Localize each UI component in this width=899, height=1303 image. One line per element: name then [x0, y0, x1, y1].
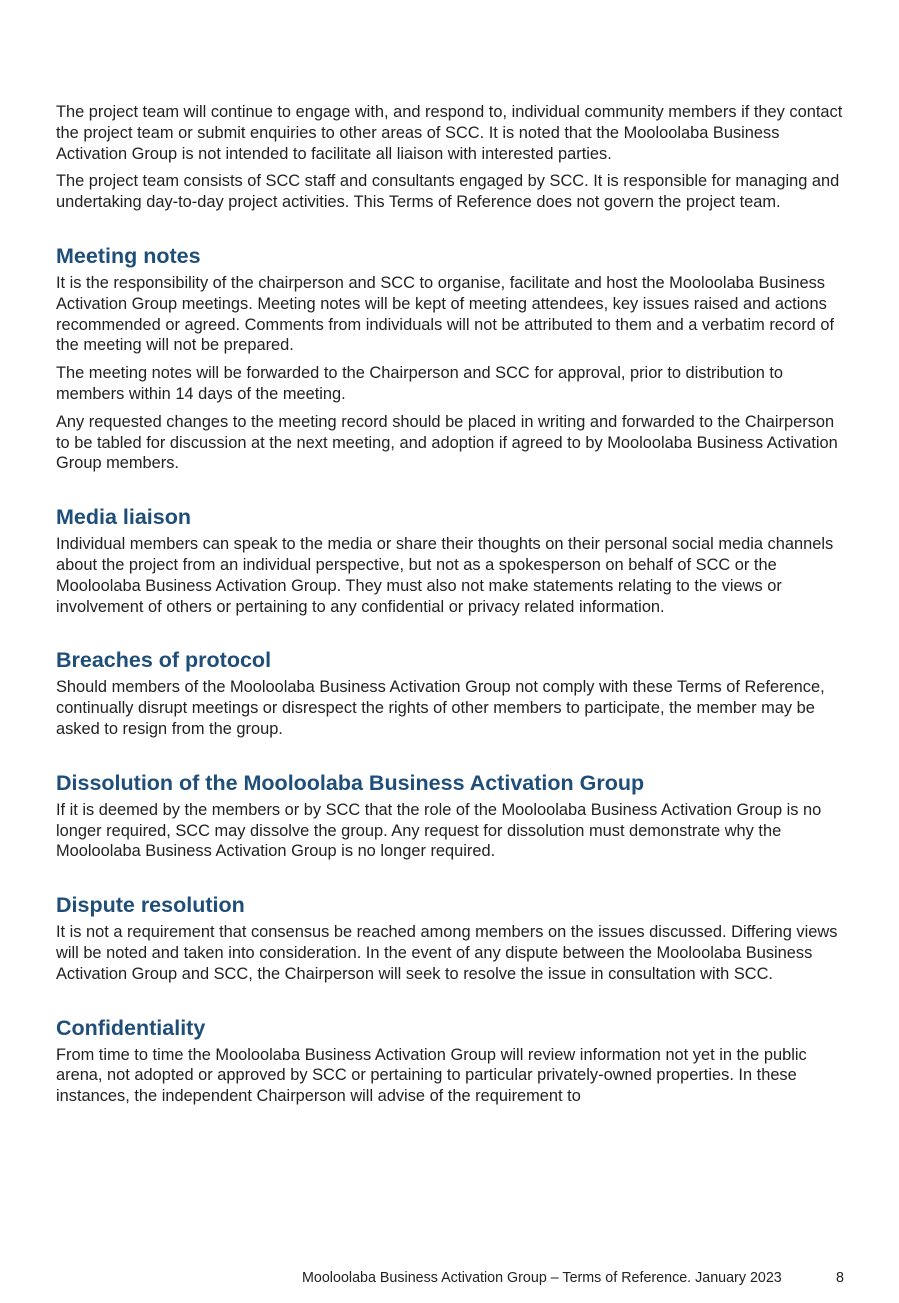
section-dispute-resolution — [56, 892, 846, 984]
section-dissolution — [56, 770, 846, 862]
section-meeting-notes — [56, 243, 846, 474]
section-heading: Dispute resolution — [56, 893, 245, 918]
section-confidentiality — [56, 1015, 846, 1107]
section-heading: Dissolution of the Mooloolaba Business Activation Group — [56, 770, 645, 795]
document-page — [56, 102, 846, 1114]
section-paragraph: From time to time the Mooloolaba Business Activation Group will review information not yet in the public arena, not adopted or approved by SCC or pertaining to particular privately-owned properties. In these instances, the independent Chairperson will advise of the requirement to — [56, 1045, 807, 1106]
section-heading: Meeting notes — [56, 243, 201, 268]
page-number: 8 — [836, 1270, 844, 1286]
section-paragraph: Any requested changes to the meeting record should be placed in writing and forwarded to the Chairperson to be tabled for discussion at the next meeting, and adoption if agreed to by Mooloolaba Business Activation Group members. — [56, 412, 838, 473]
section-paragraph: Individual members can speak to the media or share their thoughts on their personal social media channels about the project from an individual perspective, but not as a spokesperson on behalf of SCC or the Mooloolaba Business Activation Group. They must also not make statements relating to the views or involvement of others or pertaining to any confidential or privacy related information. — [56, 535, 834, 616]
section-heading: Breaches of protocol — [56, 648, 272, 673]
section-paragraph: The meeting notes will be forwarded to the Chairperson and SCC for approval, prior to distribution to members within 14 days of the meeting. — [56, 364, 784, 403]
section-heading: Confidentiality — [56, 1015, 206, 1040]
intro-block — [56, 102, 846, 213]
section-heading: Media liaison — [56, 505, 192, 530]
section-media-liaison — [56, 504, 846, 617]
section-paragraph: It is the responsibility of the chairperson and SCC to organise, facilitate and host the Mooloolaba Business Activation Group meetings. Meeting notes will be kept of meeting attendees, key issues raised and actions recommended or agreed. Comments from individuals will not be attributed to them and a verbatim record of the meeting will not be prepared. — [56, 273, 835, 355]
section-breaches-of-protocol — [56, 647, 846, 739]
intro-paragraph: The project team will continue to engage with, and respond to, individual community members if they contact the project team or submit enquiries to other areas of SCC. It is noted that the Mooloolaba Business Activation Group is not intended to facilitate all liaison with interested parties. — [56, 103, 843, 163]
footer-title: Mooloolaba Business Activation Group – Terms of Reference. January 2023 — [302, 1270, 782, 1286]
section-paragraph: If it is deemed by the members or by SCC that the role of the Mooloolaba Business Activation Group is no longer required, SCC may dissolve the group. Any request for dissolution must demonstrate why the Mooloolaba Business Activation Group is no longer required. — [56, 800, 822, 861]
intro-paragraph: The project team consists of SCC staff and consultants engaged by SCC. It is responsible for managing and undertaking day-to-day project activities. This Terms of Reference does not govern the project team. — [56, 172, 840, 212]
section-paragraph: Should members of the Mooloolaba Business Activation Group not comply with these Terms of Reference, continually disrupt meetings or disrespect the rights of other members to participate, the member may be asked to resign from the group. — [56, 678, 825, 738]
section-paragraph: It is not a requirement that consensus be reached among members on the issues discussed. Differing views will be noted and taken into consideration. In the event of any dispute between the Mooloolaba Business Activation Group and SCC, the Chairperson will seek to resolve the issue in consultation with SCC. — [56, 923, 838, 983]
